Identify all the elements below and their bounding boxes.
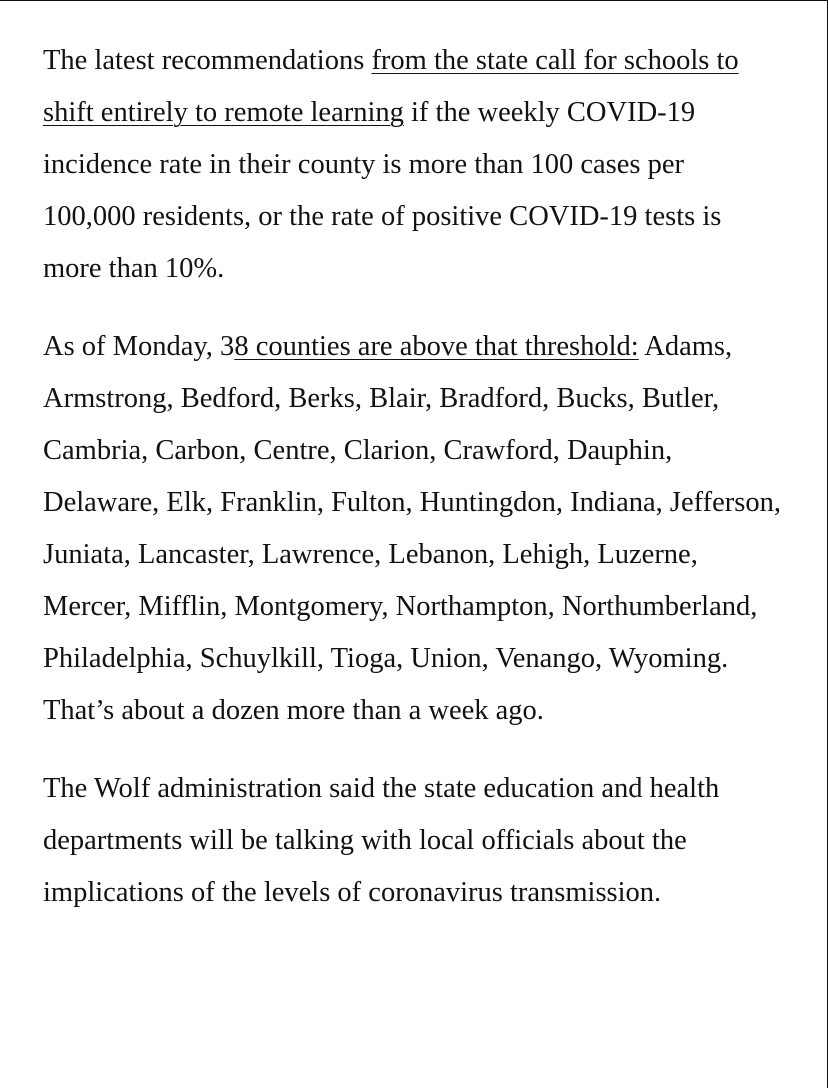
paragraph-counties [43, 321, 783, 737]
article-body [43, 35, 783, 945]
paragraph-wolf-administration: The Wolf administration said the state education and health departments will be talking with local officials about the implications of the levels of coronavirus transmission. [43, 773, 720, 908]
paragraph-2-lead: As of Monday, 3 [43, 331, 235, 362]
state-recommendations-link[interactable]: from the state call for schools to shift entirely to remote learning [43, 45, 739, 128]
paragraph-1-lead: The latest recommendations [43, 45, 372, 76]
top-border [0, 0, 828, 1]
paragraph-1-rest: if the weekly COVID-19 incidence rate in their county is more than 100 cases per 100,000 residents, or the rate of positive COVID-19 tests is more than 10%. [43, 97, 722, 284]
counties-threshold-link[interactable]: 8 counties are above that threshold: [234, 331, 639, 362]
paragraph-2-rest: Adams, Armstrong, Bedford, Berks, Blair, Bradford, Bucks, Butler, Cambria, Carbon, Centre, Clarion, Crawford, Dauphin, Delaware, Elk, Franklin, Fulton, Huntingdon, Indiana, Jefferson, Juniata, Lancaster, Lawrence, Lebanon, Lehigh, Luzerne, Mercer, Mifflin, Montgomery, Northampton, Northumberland, Philadelphia, Schuylkill, Tioga, Union, Venango, Wyoming. That’s about a dozen more than a week ago. [43, 331, 781, 726]
paragraph-remote-learning [43, 35, 783, 295]
